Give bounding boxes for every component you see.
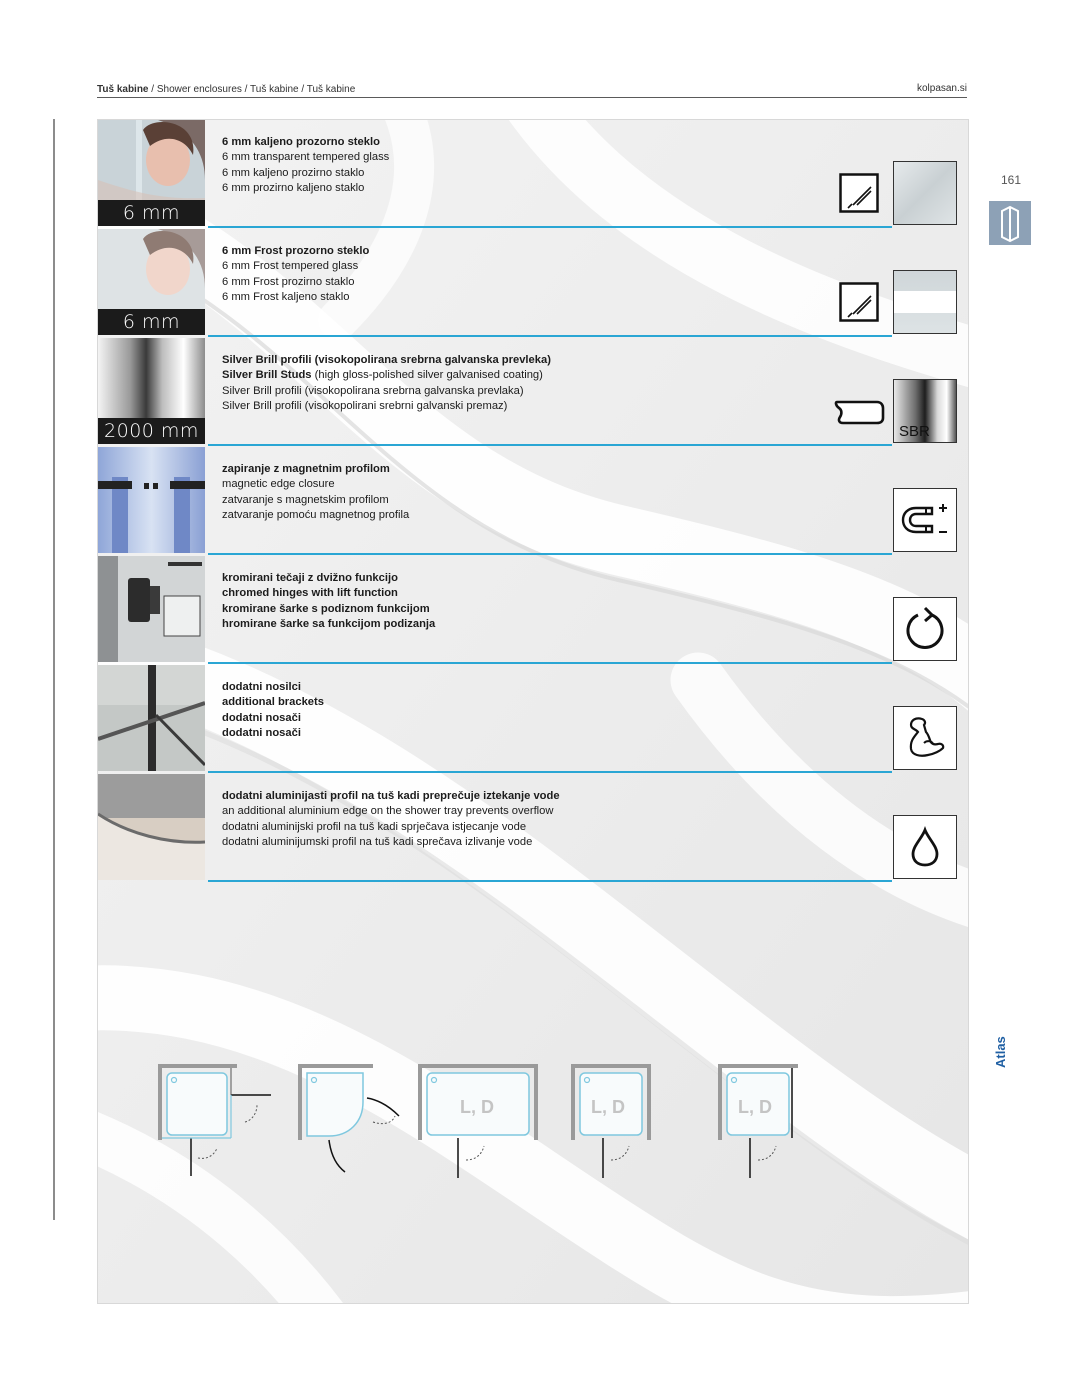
feature-text: 6 mm kaljeno prozorno steklo 6 mm transparent tempered glass 6 mm kaljeno prozirno staklo 6 mm prozirno kaljeno staklo	[222, 136, 390, 195]
feature-row-clear-glass	[98, 120, 968, 229]
feature-row-silver-brill	[98, 338, 968, 447]
plan-rectangular	[418, 1064, 538, 1178]
feature-text: dodatni aluminijasti profil na tuš kadi preprečuje iztekanje vode an additional aluminium edge on the shower tray prevents overflow dodatni aluminijski profil na tuš kadi sprječava istjecanje vode dodatni aluminijumski profil na tuš kadi sprečava izlivanje vode	[222, 790, 560, 849]
feature-text: dodatni nosilci additional brackets dodatni nosači dodatni nosači	[222, 681, 324, 740]
feature-text: zapiranje z magnetnim profilom magnetic edge closure zatvaranje s magnetskim profilom zatvaranje pomoću magnetnog profila	[222, 463, 410, 522]
feature-row-brackets	[98, 665, 968, 774]
svg-text:L, D: L, D	[460, 1097, 494, 1117]
category-tab[interactable]	[989, 201, 1031, 245]
finish-code: SBR	[899, 423, 930, 440]
plan-corner-single	[718, 1064, 798, 1178]
feature-row-frost-glass	[98, 229, 968, 338]
plan-quadrant	[298, 1064, 399, 1172]
plan-niche-narrow	[571, 1064, 651, 1178]
tempered-glass-icon	[839, 173, 879, 213]
page-header	[97, 82, 967, 98]
thickness-caption: 6 mm	[98, 200, 205, 226]
feature-row-magnetic	[98, 447, 968, 556]
strength-arm-icon	[893, 706, 957, 770]
row-divider	[208, 335, 892, 337]
chrome-profile-photo	[98, 338, 205, 444]
feature-row-aluminium-edge	[98, 774, 968, 883]
row-divider	[208, 226, 892, 228]
profile-icon	[833, 398, 885, 426]
row-divider	[208, 880, 892, 882]
feature-row-hinges	[98, 556, 968, 665]
margin-rule	[53, 119, 55, 1220]
magnetic-profile-photo	[98, 447, 205, 553]
magnet-icon	[893, 488, 957, 552]
thickness-caption: 6 mm	[98, 309, 205, 335]
row-divider	[208, 444, 892, 446]
tempered-glass-icon	[839, 282, 879, 322]
glass-swatch	[893, 161, 957, 225]
svg-text:L, D: L, D	[738, 1097, 772, 1117]
shower-enclosure-icon	[989, 201, 1031, 245]
site-url: kolpasan.si	[916, 83, 967, 94]
row-divider	[208, 553, 892, 555]
svg-text:L, D: L, D	[591, 1097, 625, 1117]
row-divider	[208, 662, 892, 664]
plan-corner-pivot	[158, 1064, 271, 1176]
hinge-photo	[98, 556, 205, 662]
woman-shower-photo	[98, 120, 205, 226]
feature-text: Silver Brill profili (visokopolirana srebrna galvanska prevleka) Silver Brill Studs (high gloss-polished silver galvanised coating) Silver Brill profili (visokopolirana srebrna galvanska prevlaka) Silver Brill profili (visokopolirani srebrni galvanski premaz)	[222, 354, 551, 413]
page-number: 161	[1000, 173, 1022, 187]
shower-tray-photo	[98, 774, 205, 880]
length-caption: 2000 mm	[98, 418, 205, 444]
row-divider	[208, 771, 892, 773]
woman-shower-photo	[98, 229, 205, 335]
product-line-label: Atlas	[993, 1036, 1008, 1068]
bracket-photo	[98, 665, 205, 771]
breadcrumb: Tuš kabine / Shower enclosures / Tuš kabine / Tuš kabine	[97, 84, 356, 95]
floor-plan-diagrams	[153, 1060, 813, 1200]
silver-brill-swatch	[893, 379, 957, 443]
feature-text: kromirani tečaji z dvižno funkcijo chromed hinges with lift function kromirane šarke s podiznom funkcijom hromirane šarke sa funkcijom podizanja	[222, 572, 436, 631]
feature-text: 6 mm Frost prozorno steklo 6 mm Frost tempered glass 6 mm Frost prozirno staklo 6 mm Frost kaljeno staklo	[222, 245, 370, 304]
frost-glass-swatch	[893, 270, 957, 334]
water-drop-icon	[893, 815, 957, 879]
feature-panel	[97, 119, 969, 1304]
rotate-icon	[893, 597, 957, 661]
